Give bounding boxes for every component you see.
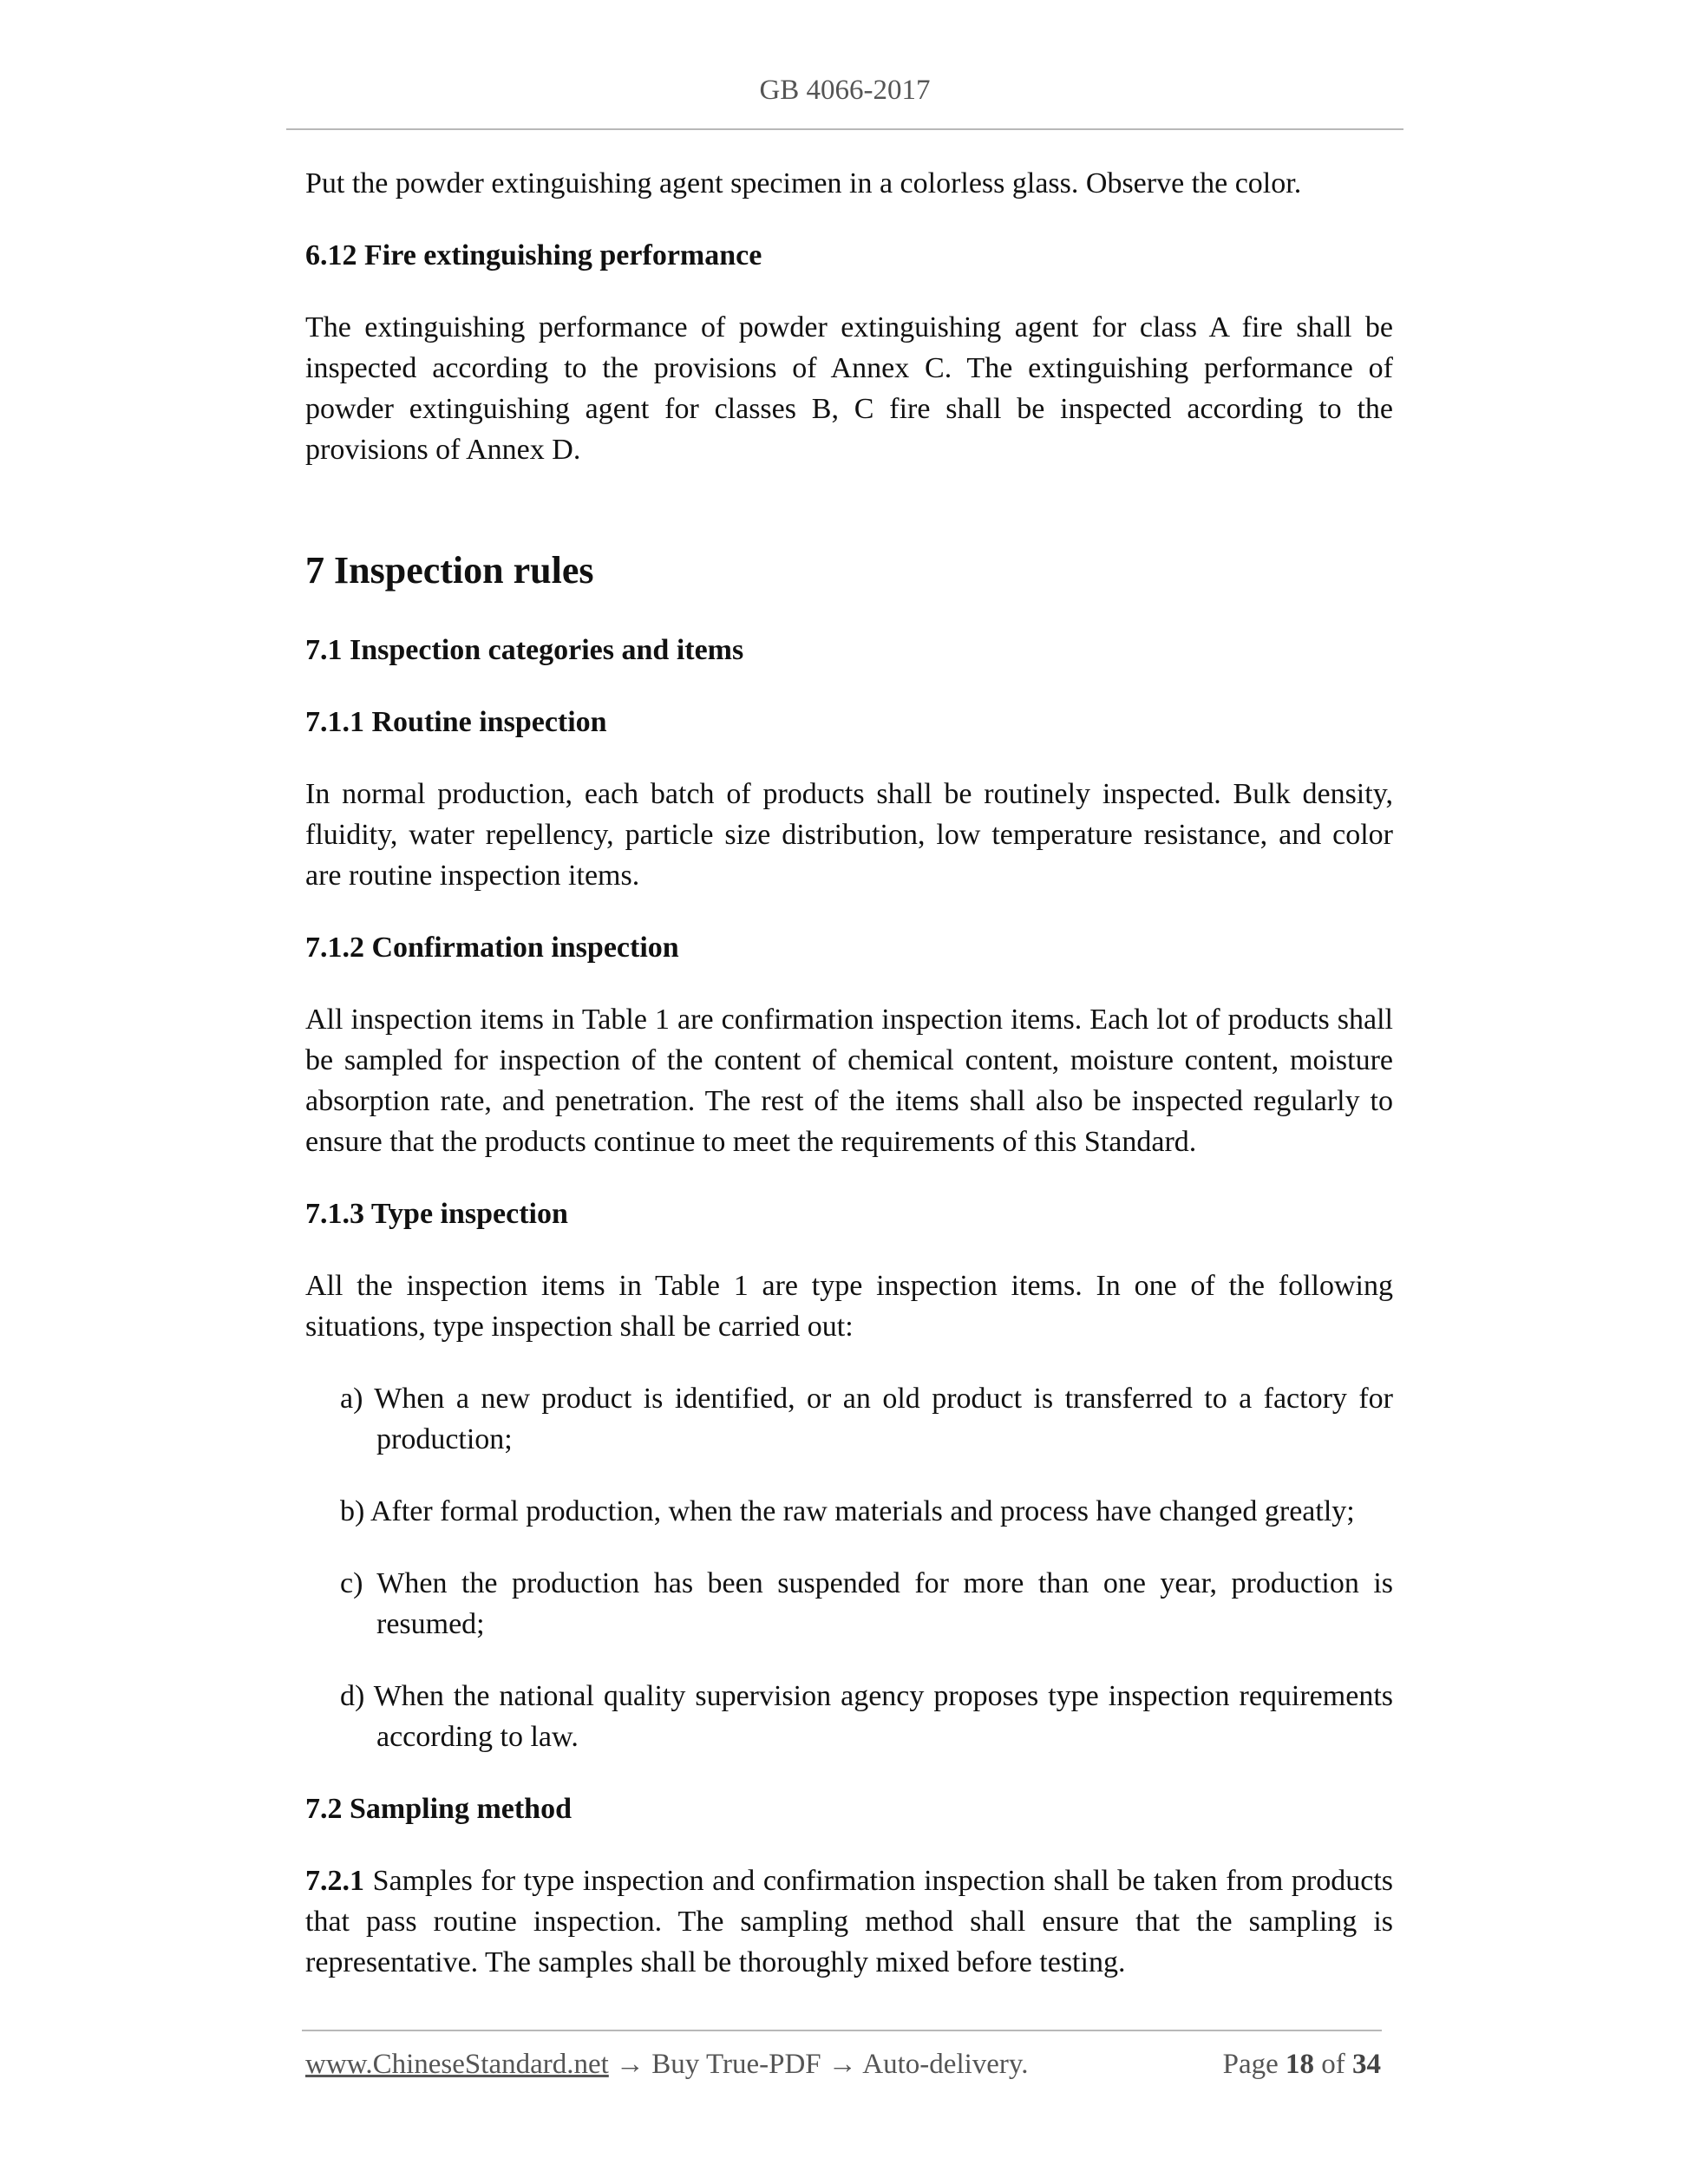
- total-pages: 34: [1352, 2049, 1381, 2080]
- heading-7-1: 7.1 Inspection categories and items: [305, 634, 744, 666]
- paragraph-observe-color: Put the powder extinguishing agent specimen in a colorless glass. Observe the color.: [305, 167, 1302, 199]
- paragraph-7-1-1: In normal production, each batch of products shall be routinely inspected. Bulk density, fluidity, water repellency, particle size distribution, low temperature resistance, and color are routine inspection items.: [305, 778, 1393, 892]
- paragraph-7-1-2: All inspection items in Table 1 are confirmation inspection items. Each lot of products shall be sampled for inspection of the content of chemical content, moisture content, moisture absorption rate, and penetration. The rest of the items shall also be inspected regularly to ensure that the products continue to meet the requirements of this Standard.: [305, 1004, 1393, 1158]
- paragraph-7-2-1: [305, 1860, 1393, 1983]
- page-header: [286, 75, 1403, 130]
- clause-text-7-2-1: Samples for type inspection and confirmation inspection shall be taken from products that pass routine inspection. The sampling method shall ensure that the sampling is representative. The samples shall be thoroughly mixed before testing.: [305, 1865, 1393, 1978]
- of-label: of: [1321, 2049, 1345, 2080]
- clause-number-7-2-1: 7.2.1: [305, 1865, 364, 1897]
- website-link[interactable]: www.ChineseStandard.net: [305, 2049, 609, 2080]
- document-id: GB 4066-2017: [759, 75, 931, 106]
- current-page: 18: [1286, 2049, 1314, 2080]
- footer-promo: [305, 2049, 1029, 2081]
- heading-7-1-1: 7.1.1 Routine inspection: [305, 706, 607, 738]
- footer-promo-text: → Buy True-PDF → Auto-delivery.: [608, 2049, 1029, 2080]
- footer-divider: [302, 2030, 1382, 2031]
- heading-7-1-2: 7.1.2 Confirmation inspection: [305, 932, 679, 964]
- heading-7: 7 Inspection rules: [305, 549, 594, 592]
- list-item-d: d) When the national quality supervision agency proposes type inspection requirements according to law.: [340, 1680, 1393, 1753]
- list-item-a: a) When a new product is identified, or an old product is transferred to a factory for production;: [340, 1383, 1393, 1455]
- list-item-b: b) After formal production, when the raw materials and process have changed greatly;: [340, 1495, 1355, 1527]
- page-number: [1223, 2049, 1381, 2081]
- heading-7-1-3: 7.1.3 Type inspection: [305, 1198, 568, 1230]
- page-label: Page: [1222, 2049, 1279, 2080]
- heading-6-12: 6.12 Fire extinguishing performance: [305, 239, 762, 271]
- page-footer: [305, 2049, 1381, 2092]
- heading-7-2: 7.2 Sampling method: [305, 1793, 572, 1825]
- paragraph-6-12: The extinguishing performance of powder extinguishing agent for class A fire shall be inspected according to the provisions of Annex C. The extinguishing performance of powder extinguishing agent for classes B, C fire shall be inspected according to the provisions of Annex D.: [305, 311, 1393, 466]
- paragraph-7-1-3: All the inspection items in Table 1 are type inspection items. In one of the following situations, type inspection shall be carried out:: [305, 1270, 1393, 1343]
- page-body: [305, 163, 1393, 2014]
- list-item-c: c) When the production has been suspended for more than one year, production is resumed;: [340, 1567, 1393, 1640]
